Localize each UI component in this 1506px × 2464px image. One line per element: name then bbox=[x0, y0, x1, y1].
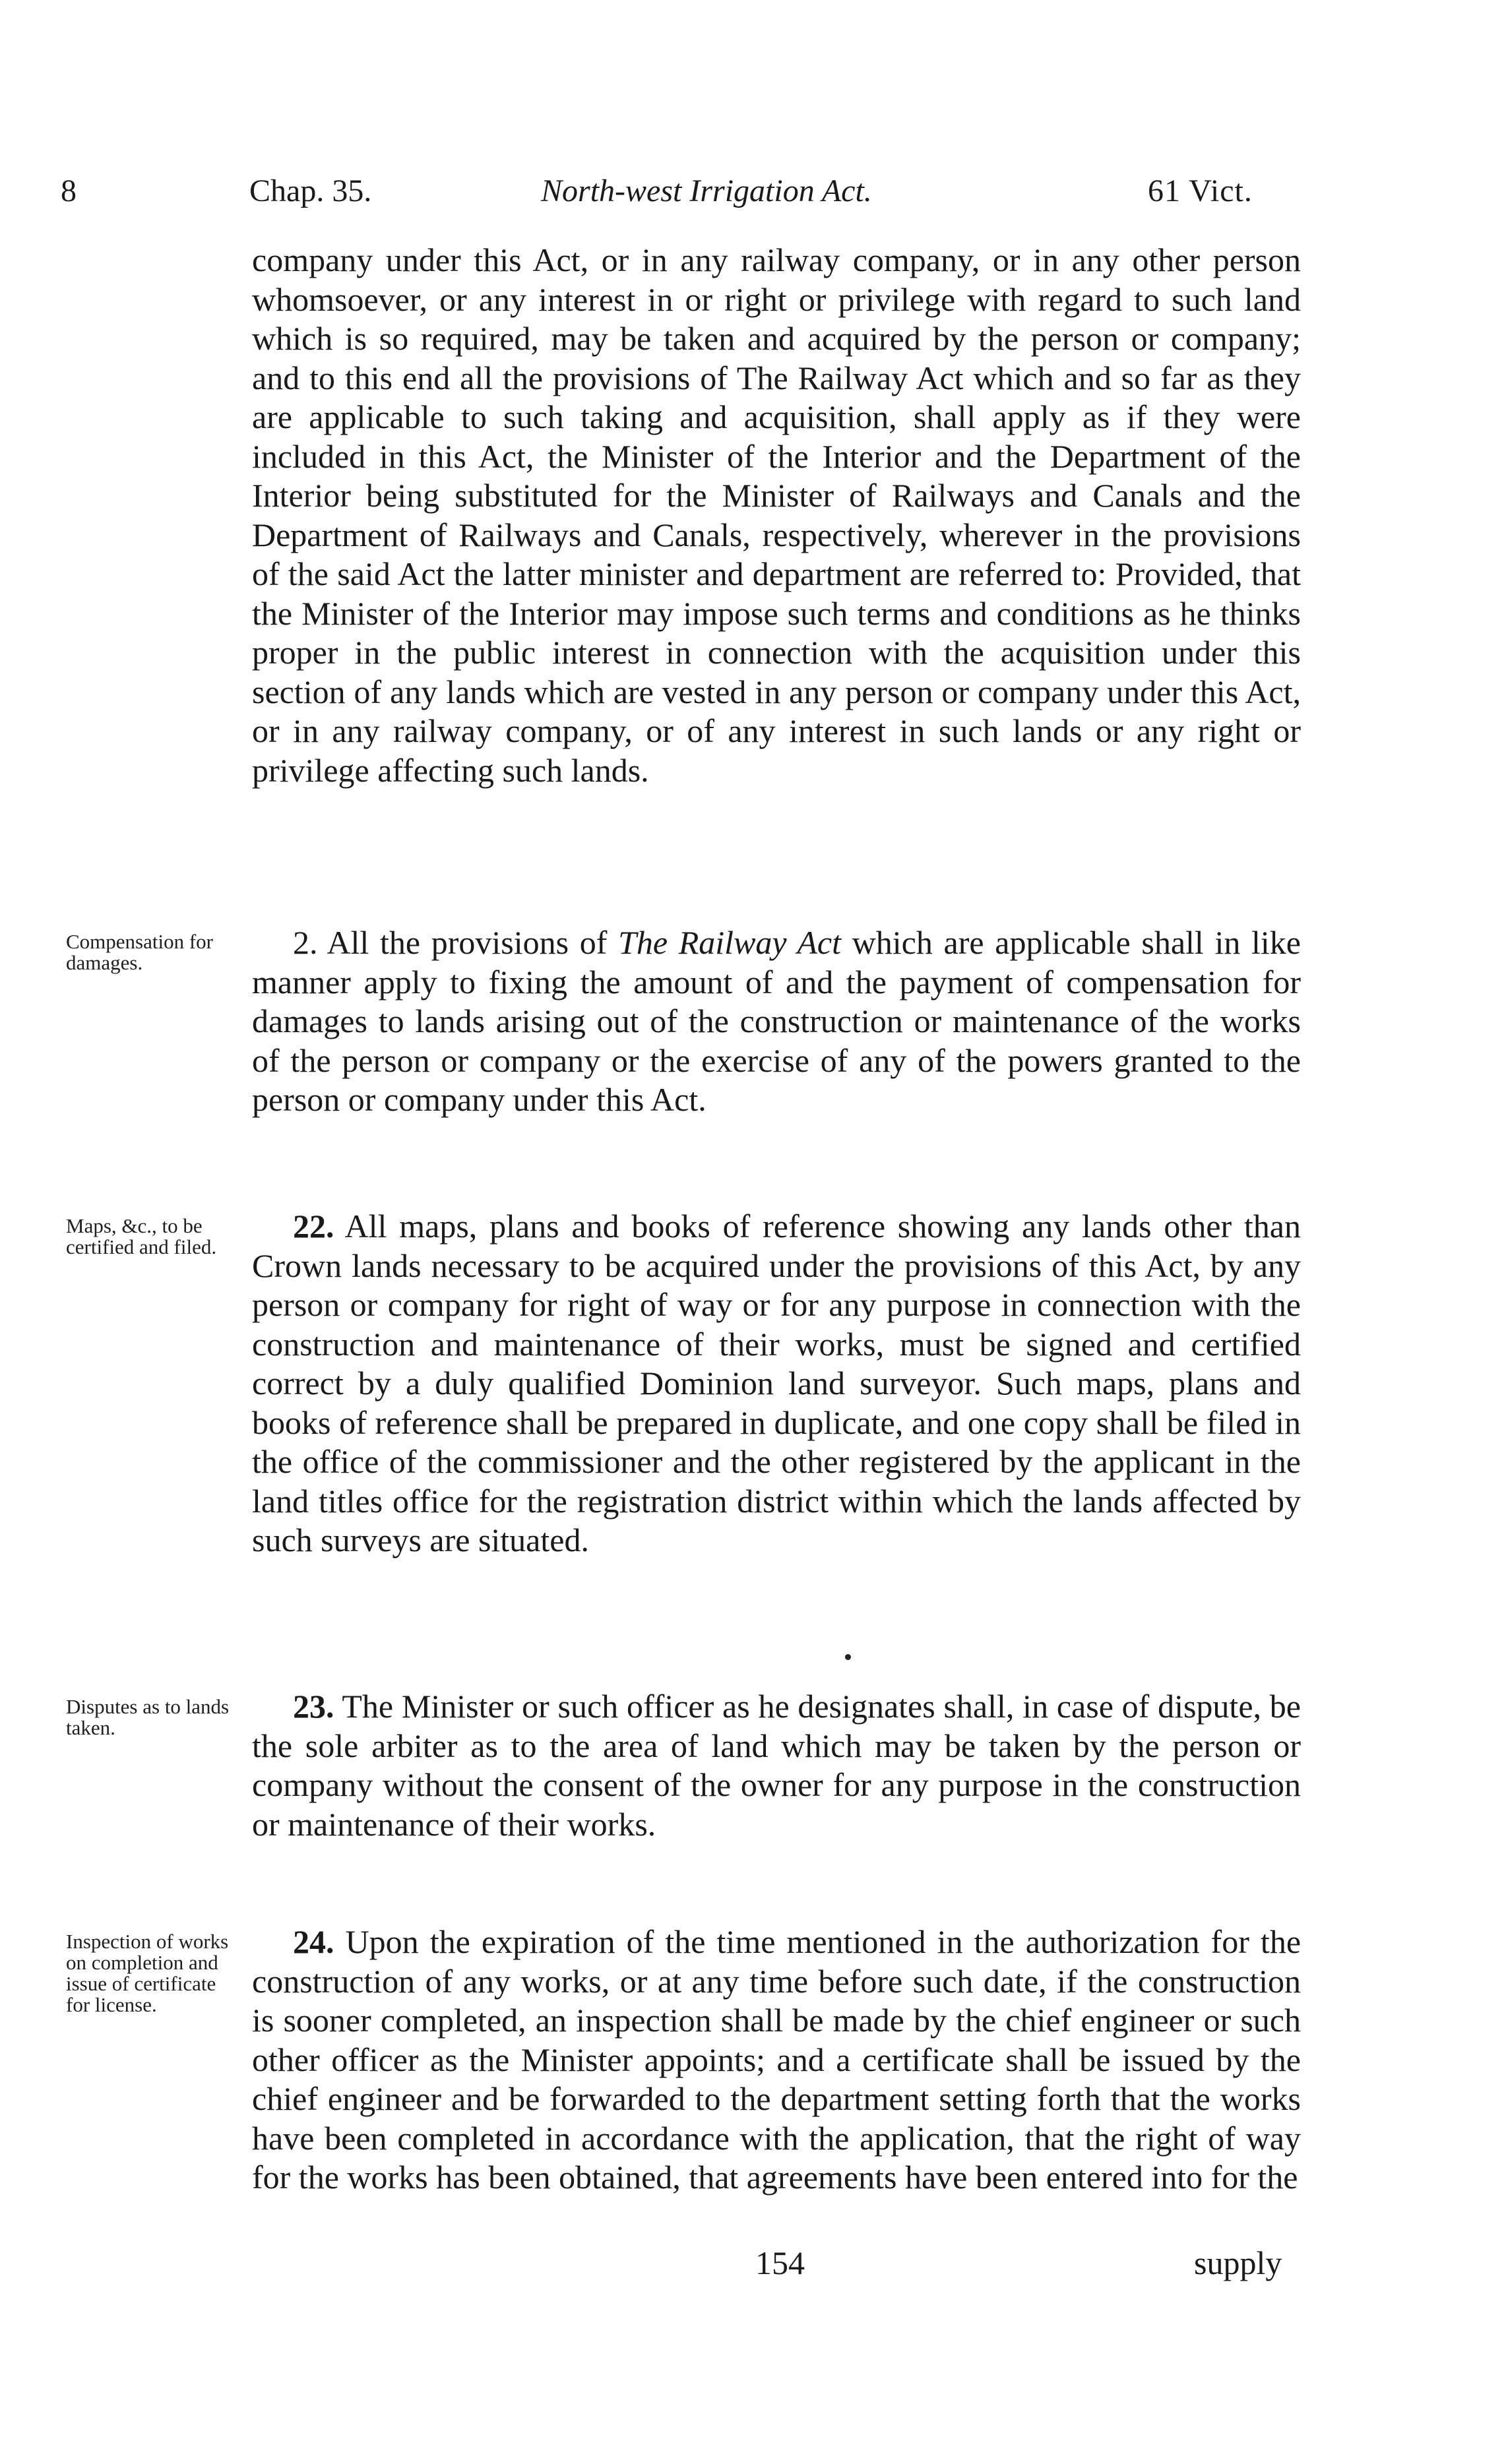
section-23 bbox=[252, 1687, 1301, 1844]
printer-mark bbox=[845, 1654, 851, 1660]
section-body: All maps, plans and books of reference showing any lands other than Crown lands necessary to be acquired under the provisions of this Act, by any person or company for right of way or for any purpose in connection with the construction and maintenance of their works, must be signed and certified correct by a duly qualified Dominion land surveyor. Such maps, plans and books of reference shall be prepared in duplicate, and one copy shall be filed in the office of the commissioner and the other registered by the applicant in the land titles office for the registration district within which the lands affected by such surveys are situated. bbox=[252, 1208, 1301, 1558]
page-footer bbox=[0, 2244, 1506, 2290]
section-body: The Minister or such officer as he designates shall, in case of dispute, be the sole arbiter as to the area of land which may be taken by the person or company without the consent of the owner for any purpose in the construction or maintenance of their works. bbox=[252, 1688, 1301, 1843]
railway-act-title: The Railway Act bbox=[618, 924, 842, 961]
margin-note-inspection: Inspection of works on completion and issue of certificate for license. bbox=[66, 1930, 229, 2016]
section-number: 22. bbox=[293, 1208, 334, 1245]
section-24-text bbox=[252, 1923, 1301, 2198]
sequence-page-number: 154 bbox=[755, 2244, 805, 2281]
section-22-text bbox=[252, 1207, 1301, 1560]
continuation-paragraph bbox=[252, 241, 1301, 790]
section-number: 23. bbox=[293, 1688, 334, 1725]
regnal-year: 61 Vict. bbox=[1148, 173, 1253, 208]
catchword: supply bbox=[1194, 2244, 1282, 2281]
chapter-label: Chap. 35. bbox=[249, 173, 372, 208]
subsection-text-end: which are applicable shall in like manner apply to fixing the amount of and the payment of compensation for damages to lands arising out of the construction or maintenance of the works of the person or company or the exercise of any of the powers granted to the person or company under this Act. bbox=[252, 924, 1301, 1118]
margin-note-disputes: Disputes as to lands taken. bbox=[66, 1695, 230, 1739]
subsection-2 bbox=[252, 923, 1301, 1120]
section-22 bbox=[252, 1207, 1301, 1560]
margin-note-compensation: Compensation for damages. bbox=[66, 930, 213, 974]
section-24 bbox=[252, 1923, 1301, 2198]
subsection-number: 2. bbox=[293, 924, 318, 961]
running-head bbox=[0, 173, 1506, 219]
page-number: 8 bbox=[61, 173, 77, 208]
subsection-text-start: All the provisions of bbox=[327, 924, 619, 961]
section-body: Upon the expiration of the time mentioned in the authorization for the construction of any works, or at any time before such date, if the construction is sooner completed, an inspection shall be made by the chief engineer or such other officer as the Minister appoints; and a certificate shall be issued by the chief engineer and be forwarded to the department setting forth that the works have been completed in accordance with the application, that the right of way for the works has been obtained, that agreements have been entered into for the bbox=[252, 1923, 1302, 2196]
subsection-2-text bbox=[252, 923, 1301, 1120]
section-23-text bbox=[252, 1687, 1301, 1844]
margin-note-maps: Maps, &c., to be certified and filed. bbox=[66, 1214, 217, 1258]
section-number: 24. bbox=[293, 1923, 334, 1960]
act-title: North-west Irrigation Act. bbox=[541, 173, 872, 208]
paragraph-text: company under this Act, or in any railway company, or in any other person whomsoever, or any interest in or right or privilege with regard to such land which is so required, may be taken and acquired by the person or company; and to this end all the provisions of The Railway Act which and so far as they are applicable to such taking and acquisition, shall apply as if they were included in this Act, the Minister of the Interior and the Department of the Interior being substituted for the Minister of Railways and Canals and the Department of Railways and Canals, respectively, wherever in the provisions of the said Act the latter minister and department are referred to: Provided, that the Minister of the Interior may impose such terms and conditions as he thinks proper in the public interest in connection with the acquisition under this section of any lands which are vested in any person or company under this Act, or in any railway company, or of any interest in such lands or any right or privilege affecting such lands. bbox=[252, 241, 1301, 789]
